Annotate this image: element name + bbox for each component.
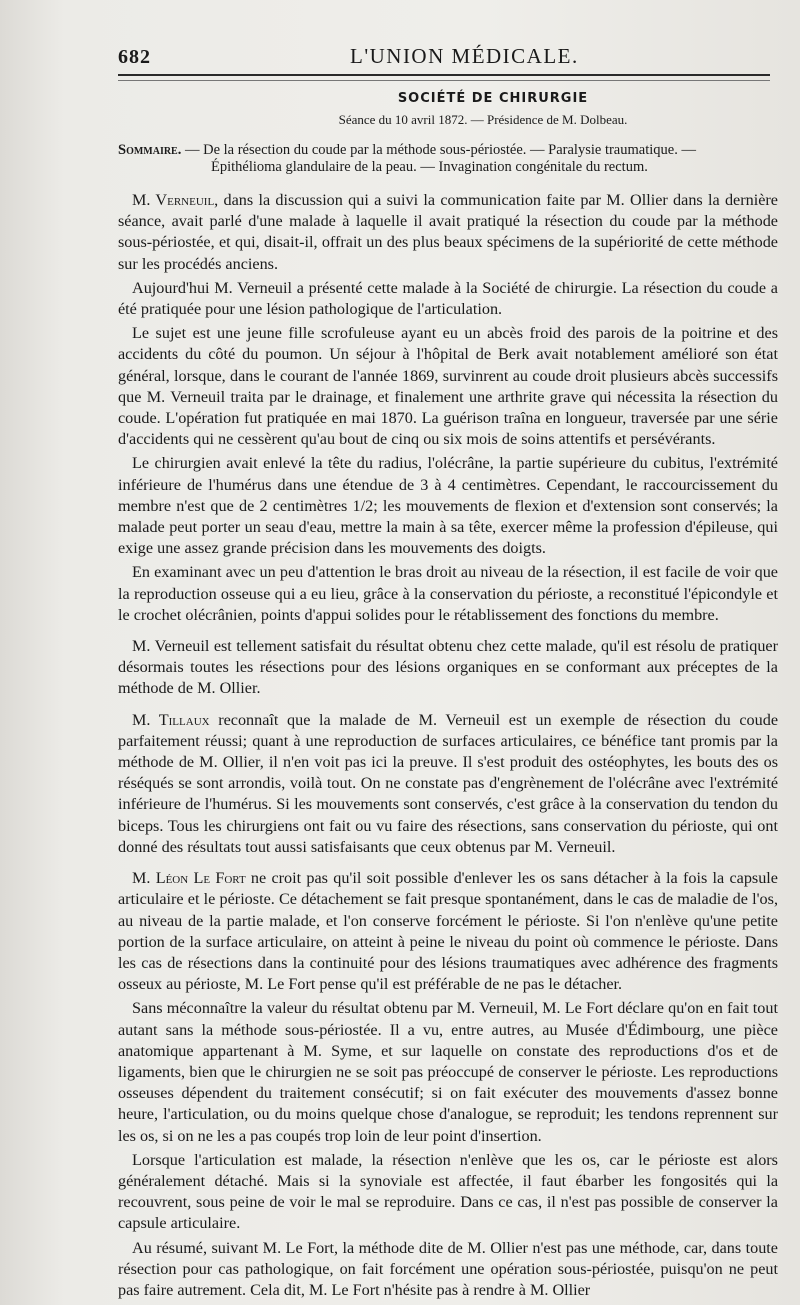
paragraph-text: Le chirurgien avait enlevé la tête du radius, l'olécrâne, la partie supérieure du cubitus, l'extrémité inférieure de l'humérus dans une étendue de 3 à 4 centimètres. Cependant, le raccourcissement du membre n'est que de 2 centimètres 1/2; les mouvements de flexion et d'extension sont conservés; la malade peut porter un seau d'eau, mettre la main à sa tête, exercer même la profession d'épileuse, qui exige une assez grande précision dans les mouvements des doigts. <box>118 454 778 558</box>
paragraph-text: Lorsque l'articulation est malade, la résection n'enlève que les os, car le périoste est alors généralement détaché. Mais si la synoviale est affectée, il faut ébarber les fongosités qui la recouvrent, sous peine de voir le mal se reproduire. Dans ce cas, il n'est pas possible de conserver la capsule articulaire. <box>118 1150 778 1233</box>
article-body <box>118 190 778 1301</box>
seance-line: Séance du 10 avril 1872. — Présidence de M. Dolbeau. <box>338 112 628 127</box>
sommaire-line-2: Épithélioma glandulaire de la peau. — Invagination congénitale du rectum. <box>211 159 648 175</box>
paragraph <box>118 323 778 450</box>
section-title: SOCIÉTÉ DE CHIRURGIE <box>397 91 589 106</box>
paragraph-text: Au résumé, suivant M. Le Fort, la méthode dite de M. Ollier n'est pas une méthode, car, dans toute résection pour cas pathologique, on fait forcément une opération sous-périostée, puisqu'on ne peut pas faire autrement. Cela dit, M. Le Fort n'hésite pas à rendre à M. Ollier <box>118 1238 778 1299</box>
paragraph <box>118 1150 778 1235</box>
header-rule-thin <box>118 80 770 81</box>
paragraph-text: reconnaît que la malade de M. Verneuil est un exemple de résection du coude parfaitement réussi; quant à une reproduction de surfaces articulaires, ce bénéfice tant promis par la méthode de M. Ollier, il n'en voit pas ici la preuve. Il s'est produit des ostéophytes, les bouts des os réséqués se sont arrondis, voilà tout. On ne constate pas d'engrènement de l'olécrâne avec l'extrémité inférieure de l'humérus. Si les mouvements sont conservés, c'est grâce à la conservation du tendon du biceps. Tous les chirurgiens ont fait ou vu faire des résections, sans conservation du périoste, qui ont donné des résultats tout aussi satisfaisants que ceux obtenus par M. Verneuil. <box>118 710 779 856</box>
paragraph <box>118 562 778 626</box>
journal-title: L'UNION MÉDICALE. <box>350 44 579 68</box>
paragraph <box>118 190 778 275</box>
paragraph-text: M. Verneuil est tellement satisfait du résultat obtenu chez cette malade, qu'il est résolu de pratiquer désormais toutes les résections pour des lésions organiques en se conformant aux préceptes de la méthode de M. Ollier. <box>118 637 778 698</box>
speaker-name: M. Léon Le Fort <box>132 869 246 888</box>
paragraph-text: Aujourd'hui M. Verneuil a présenté cette malade à la Société de chirurgie. La résection du coude a été pratiquée pour une lésion pathologique de l'articulation. <box>118 278 778 319</box>
header-rule <box>118 74 770 76</box>
sommaire-label: Sommaire. <box>118 142 182 158</box>
paragraph <box>118 868 778 995</box>
paragraph-text: Sans méconnaître la valeur du résultat obtenu par M. Verneuil, M. Le Fort déclare qu'on en fait tout autant sans la méthode sous-périostée. Il a vu, entre autres, au Musée d'Édimbourg, une pièce anatomique appartenant à M. Syme, et sur laquelle on constate des reproductions d'os et de ligaments, bien que le chirurgien ne se soit pas préoccupé de conserver le périoste. Les reproductions osseuses dépendent du traitement consécutif; si on fait exécuter des mouvements d'assez bonne heure, l'articulation, ou du moins quelque chose d'analogue, se reproduit; les tendons reprennent sur les os, si on ne les a pas coupés trop loin de leur point d'insertion. <box>118 999 778 1145</box>
page-number: 682 <box>118 46 151 68</box>
paragraph <box>118 1238 778 1302</box>
speaker-name: M. Verneuil <box>132 191 215 209</box>
paragraph <box>118 453 778 559</box>
paragraph-text: En examinant avec un peu d'attention le bras droit au niveau de la résection, il est facile de voir que la reproduction osseuse qui a eu lieu, grâce à la conservation du périoste, a reconstitué l'épicondyle et le crochet olécrânien, points d'appui solides pour le rétablissement des fonctions du membre. <box>118 563 778 624</box>
paragraph <box>118 636 778 700</box>
sommaire <box>118 142 778 176</box>
running-head <box>118 38 778 74</box>
paragraph-text: , dans la discussion qui a suivi la communication faite par M. Ollier dans la dernière séance, avait parlé d'une malade à laquelle il avait pratiqué la résection du coude par la méthode sous-périostée, et qui, disait-il, offrait un des plus beaux spécimens de la supériorité de cette méthode sur les procédés anciens. <box>118 191 778 273</box>
paragraph-text: Le sujet est une jeune fille scrofuleuse ayant eu un abcès froid des parois de la poitrine et des accidents du côté du poumon. Un séjour à l'hôpital de Berk avait notablement amélioré son état général, lorsque, dans le courant de l'année 1869, survinrent au coude droit plusieurs abcès successifs que M. Verneuil traita par le drainage, et finalement une arthrite grave qui nécessita la résection du coude. L'opération fut pratiquée en mai 1870. La guérison traîna en longueur, traversée par une série d'accidents qui ne cessèrent qu'au bout de cinq ou six mois de soins attentifs et persévérants. <box>118 324 778 449</box>
speaker-name: M. Tillaux <box>132 710 210 729</box>
paragraph <box>118 710 778 858</box>
paragraph-text: ne croit pas qu'il soit possible d'enlever les os sans détacher à la fois la capsule articulaire et le périoste. Ce détachement se fait presque spontanément, dans le cas de maladie de l'os, au niveau de la partie malade, et l'on conserve forcément le périoste. Si l'on n'enlève qu'une petite portion de la surface articulaire, on atteint à peine le niveau du point où commence le périoste. Dans les cas de résections dans la continuité pour des lésions traumatiques avec adhérence des fragments osseux au périoste, M. Le Fort pense qu'il est préférable de ne pas le détacher. <box>118 869 778 994</box>
paragraph <box>118 998 778 1146</box>
sommaire-line-1: — De la résection du coude par la méthode sous-périostée. — Paralysie traumatique. — <box>181 142 696 158</box>
paragraph <box>118 278 778 320</box>
